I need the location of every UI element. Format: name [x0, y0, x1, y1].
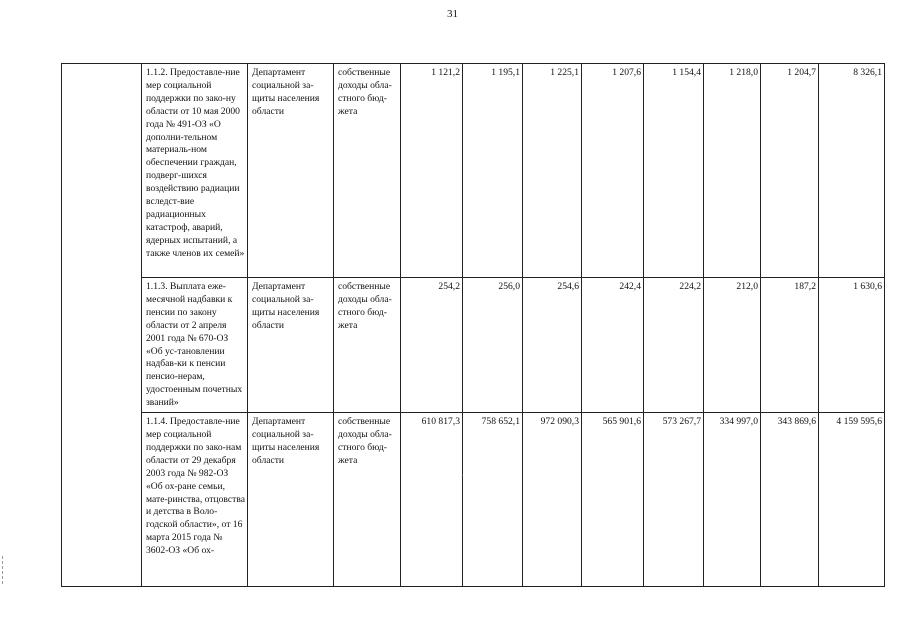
value-cell: 254,6 — [523, 278, 582, 413]
scan-artifact-mark: ʼ — [461, 473, 464, 482]
value-cell: 256,0 — [463, 278, 523, 413]
value-cell: 972 090,3 — [523, 413, 582, 587]
value-cell: 1 121,2 — [401, 64, 463, 278]
executor-cell: Департамент социальной за-щиты населения области — [248, 278, 334, 413]
executor-cell: Департамент социальной за-щиты населения области — [248, 413, 334, 587]
table-row-1-1-2 — [62, 64, 885, 278]
table-row-1-1-4 — [62, 413, 885, 587]
funding-source-cell: собственные доходы обла-стного бюд-жета — [334, 278, 401, 413]
executor-cell: Департамент социальной за-щиты населения области — [248, 64, 334, 278]
value-cell: 212,0 — [704, 278, 761, 413]
value-cell: 1 195,1 — [463, 64, 523, 278]
value-cell: 334 997,0 — [704, 413, 761, 587]
measure-name-cell: 1.1.4. Предоставле-ние мер социальной поддержки по зако-нам области от 29 декабря 2003 года № 982-ОЗ «Об ох-ране семьи, мате-ринства, отцовства и детства в Воло-годской области», от 16 марта 2015 года № 3602-ОЗ «Об ох- — [142, 413, 248, 587]
measure-name-cell: 1.1.3. Выплата еже-месячной надбавки к пенсии по закону области от 2 апреля 2001 года № 670-ОЗ «Об ус-тановлении надбав-ки к пенсии пенсио-нерам, удостоенным почетных званий» — [142, 278, 248, 413]
value-cell: 1 207,6 — [582, 64, 644, 278]
value-cell: 610 817,3 — [401, 413, 463, 587]
value-cell: 1 204,7 — [761, 64, 819, 278]
value-cell: 343 869,6 — [761, 413, 819, 587]
value-cell: 242,4 — [582, 278, 644, 413]
value-cell: 224,2 — [644, 278, 704, 413]
total-value-cell: 8 326,1 — [819, 64, 885, 278]
value-cell: 1 218,0 — [704, 64, 761, 278]
value-cell: 187,2 — [761, 278, 819, 413]
funding-source-cell: собственные доходы обла-стного бюд-жета — [334, 64, 401, 278]
measure-name-cell: 1.1.2. Предоставле-ние мер социальной поддержки по зако-ну области от 10 мая 2000 года № 491-ОЗ «О дополни-тельном материаль-ном обеспечении граждан, подверг-шихся воздействию радиации вследст-вие радиационных катастроф, аварий, ядерных испытаний, а также членов их семей» — [142, 64, 248, 278]
page-number: 31 — [447, 8, 458, 20]
value-cell: 254,2 — [401, 278, 463, 413]
value-cell: 573 267,7 — [644, 413, 704, 587]
value-cell: 1 225,1 — [523, 64, 582, 278]
table-row-1-1-3 — [62, 278, 885, 413]
value-cell: 758 652,1 — [463, 413, 523, 587]
value-cell: 565 901,6 — [582, 413, 644, 587]
scan-edge-marks — [2, 556, 6, 584]
funding-source-cell: собственные доходы обла-стного бюд-жета — [334, 413, 401, 587]
total-value-cell: 1 630,6 — [819, 278, 885, 413]
program-table — [61, 63, 885, 587]
total-value-cell: 4 159 595,6 — [819, 413, 885, 587]
empty-left-column-cell — [62, 64, 142, 587]
value-cell: 1 154,4 — [644, 64, 704, 278]
